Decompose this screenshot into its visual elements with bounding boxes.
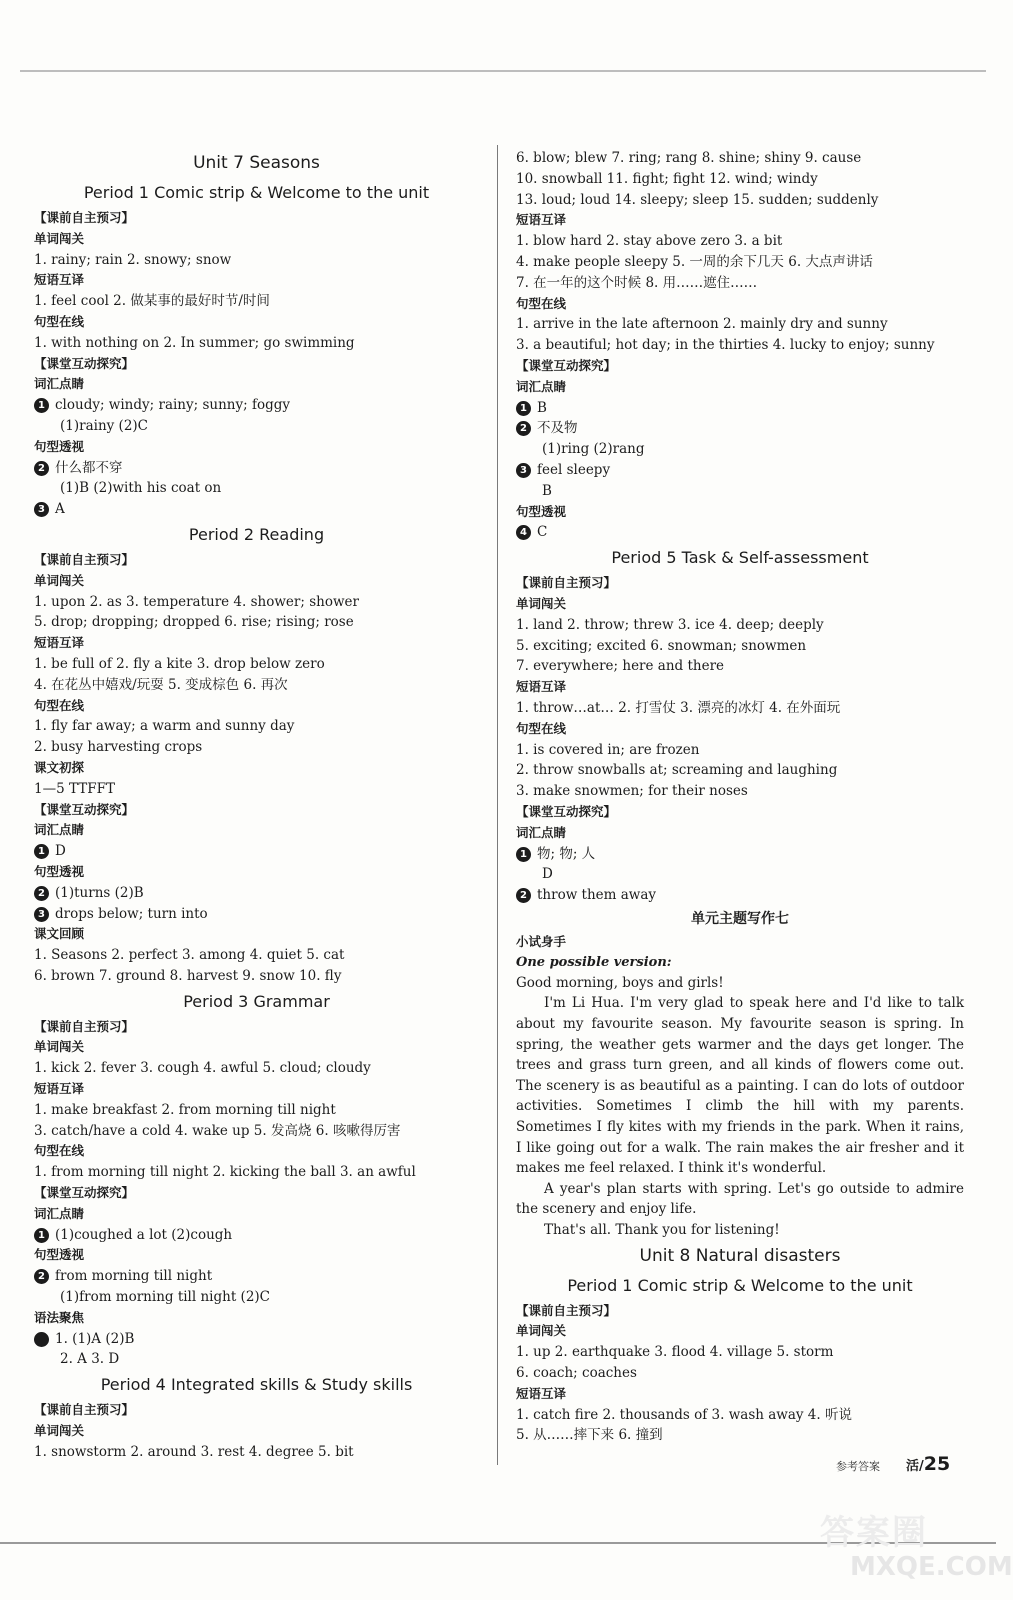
subsection-label: 单词闯关 <box>34 572 85 588</box>
answer-text: from morning till night <box>55 1268 213 1285</box>
answer-subline: (1)rainy (2)C <box>60 417 149 434</box>
subsection-label: 词汇点睛 <box>34 376 85 392</box>
answer-line: 1. feel cool 2. 做某事的最好时节/时间 <box>34 293 270 310</box>
answer-subline: (1)from morning till night (2)C <box>60 1289 271 1306</box>
subsection-label: 词汇点睛 <box>516 378 567 394</box>
answer-item <box>34 1266 479 1287</box>
answer-text: drops below; turn into <box>55 905 208 922</box>
answer-line: 13. loud; loud 14. sleepy; sleep 15. sudden; suddenly <box>516 191 879 208</box>
page-number <box>906 1453 950 1475</box>
number-badge-icon: 2 <box>516 888 531 903</box>
answer-item <box>34 458 479 479</box>
subsection-label: 小试身手 <box>516 933 567 949</box>
subsection-label: 句型在线 <box>516 295 567 311</box>
answer-item <box>516 522 964 543</box>
answer-item <box>34 841 479 862</box>
period-heading: Period 3 Grammar <box>183 991 330 1011</box>
subsection-label: 句型透视 <box>34 438 85 454</box>
answer-line: 6. brown 7. ground 8. harvest 9. snow 10. fly <box>34 967 342 984</box>
answer-subline: D <box>542 866 553 883</box>
answer-text: A <box>55 501 65 518</box>
answer-item <box>516 418 964 439</box>
answer-line: 3. catch/have a cold 4. wake up 5. 发高烧 6. 咳嗽得厉害 <box>34 1122 401 1139</box>
answer-line: 5. 从……摔下来 6. 撞到 <box>516 1427 663 1444</box>
answer-line: 1. Seasons 2. perfect 3. among 4. quiet 5. cat <box>34 947 345 964</box>
essay-paragraph: That's all. Thank you for listening! <box>544 1222 780 1239</box>
answer-item <box>34 1225 479 1246</box>
subsection-label: 课文初探 <box>34 759 85 775</box>
answer-line: 1. blow hard 2. stay above zero 3. a bit <box>516 233 783 250</box>
unit-title: Unit 8 Natural disasters <box>639 1245 841 1266</box>
answer-item <box>516 460 964 481</box>
subsection-label: 词汇点睛 <box>34 1205 85 1221</box>
answer-text: 物; 物; 人 <box>537 845 596 862</box>
writing-heading: 单元主题写作七 <box>691 910 789 927</box>
section-heading: 【课堂互动探究】 <box>516 357 617 373</box>
answer-line: 2. busy harvesting crops <box>34 739 203 756</box>
subsection-label: 短语互译 <box>34 272 85 288</box>
answer-line: 1. land 2. throw; threw 3. ice 4. deep; deeply <box>516 616 824 633</box>
answer-line: 1. throw…at… 2. 打雪仗 3. 漂亮的冰灯 4. 在外面玩 <box>516 699 841 716</box>
answer-line: 6. blow; blew 7. ring; rang 8. shine; shiny 9. cause <box>516 150 862 166</box>
subsection-label: 句型在线 <box>34 1143 85 1159</box>
section-heading: 【课前自主预习】 <box>516 1302 617 1318</box>
answer-line: 1. up 2. earthquake 3. flood 4. village 5. storm <box>516 1344 834 1361</box>
answer-line: 3. make snowmen; for their noses <box>516 783 748 800</box>
essay-paragraph: I'm Li Hua. I'm very glad to speak here and I'd like to talk about my favourite season. My favourite season is spring. In spring, the weather gets warmer and the days get longer. The trees and grass turn green, and all kinds of flowers come out. The scenery is as beautiful as a painting. I can do lots of outdoor activities. Sometimes I climb the hill with my parents. Sometimes I fly kites with my friends in the park. When it rains, I like going out for a walk. The rain makes the air fresher and it makes me feel relaxed. I think it's wonderful. <box>516 995 964 1177</box>
number-badge-icon: 1 <box>516 847 531 862</box>
answer-item <box>34 499 479 520</box>
answer-line: 7. 在一年的这个时候 8. 用……遮住…… <box>516 274 758 291</box>
section-heading: 【课堂互动探究】 <box>516 803 617 819</box>
answer-line: 1. catch fire 2. thousands of 3. wash away 4. 听说 <box>516 1406 852 1423</box>
answer-line: 7. everywhere; here and there <box>516 658 725 675</box>
answer-text: cloudy; windy; rainy; sunny; foggy <box>55 397 290 414</box>
answer-line: 1. is covered in; are frozen <box>516 741 700 758</box>
number-badge-icon: 3 <box>516 463 531 478</box>
answer-line: 1. rainy; rain 2. snowy; snow <box>34 251 232 268</box>
subsection-label: 短语互译 <box>34 635 85 651</box>
number-badge-icon: 2 <box>516 421 531 436</box>
answer-text: (1)turns (2)B <box>55 884 144 901</box>
period-heading: Period 5 Task & Self-assessment <box>611 548 869 568</box>
subsection-label: 单词闯关 <box>34 230 85 246</box>
period-heading: Period 1 Comic strip & Welcome to the unit <box>567 1275 913 1295</box>
subsection-label: 短语互译 <box>516 212 567 228</box>
answer-text: 不及物 <box>537 420 578 437</box>
answer-line: 4. 在花丛中嬉戏/玩耍 5. 变成棕色 6. 再次 <box>34 676 288 693</box>
subsection-label: 语法聚焦 <box>34 1309 85 1325</box>
number-badge-icon: 2 <box>34 886 49 901</box>
answer-line: 5. drop; dropping; dropped 6. rise; rising; rose <box>34 614 354 631</box>
number-badge-icon: 3 <box>34 502 49 517</box>
answer-text: B <box>537 399 547 416</box>
essay-body <box>516 993 964 1240</box>
number-badge-icon: 2 <box>34 461 49 476</box>
subsection-label: 句型在线 <box>34 313 85 329</box>
answer-line: 1. with nothing on 2. In summer; go swimming <box>34 334 355 351</box>
right-column <box>516 148 964 1446</box>
answer-line: 10. snowball 11. fight; fight 12. wind; windy <box>516 170 818 187</box>
answer-line: 1. arrive in the late afternoon 2. mainly dry and sunny <box>516 316 888 333</box>
answer-subline: (1)B (2)with his coat on <box>60 480 222 497</box>
answer-line: Good morning, boys and girls! <box>516 974 724 991</box>
section-heading: 【课堂互动探究】 <box>34 801 135 817</box>
section-heading: 【课前自主预习】 <box>516 575 617 591</box>
top-rule <box>20 70 986 72</box>
subsection-label: 词汇点睛 <box>34 822 85 838</box>
page-num-value: 25 <box>923 1453 951 1475</box>
page-prefix: 活/ <box>906 1459 924 1474</box>
answer-text: throw them away <box>537 887 657 904</box>
answer-subline: (1)ring (2)rang <box>542 441 645 458</box>
answer-line: 1. snowstorm 2. around 3. rest 4. degree 5. bit <box>34 1443 354 1460</box>
subsection-label: 短语互译 <box>34 1081 85 1097</box>
essay-paragraph: A year's plan starts with spring. Let's go outside to admire the scenery and enjoy life. <box>516 1180 964 1218</box>
answer-item <box>516 885 964 906</box>
number-badge-icon: 1 <box>34 398 49 413</box>
section-heading: 【课前自主预习】 <box>34 1402 135 1418</box>
subsection-label: 课文回顾 <box>34 926 85 942</box>
answer-line: 1. make breakfast 2. from morning till night <box>34 1101 336 1118</box>
section-heading: 【课前自主预习】 <box>34 551 135 567</box>
number-badge-icon: 3 <box>34 907 49 922</box>
subsection-label: 单词闯关 <box>516 595 567 611</box>
answer-subline: B <box>542 482 552 499</box>
answer-text: C <box>537 524 548 541</box>
watermark-logo: 答案圈 <box>820 1513 928 1553</box>
answer-line: 2. throw snowballs at; screaming and laughing <box>516 762 838 779</box>
number-badge-icon: 1 <box>34 844 49 859</box>
period-heading: Period 1 Comic strip & Welcome to the unit <box>83 183 430 202</box>
answer-line: 5. exciting; excited 6. snowman; snowmen <box>516 637 807 654</box>
answer-line: 1. kick 2. fever 3. cough 4. awful 5. cloud; cloudy <box>34 1060 371 1077</box>
column-divider <box>497 145 498 1465</box>
section-heading: 【课前自主预习】 <box>34 1018 135 1034</box>
subsection-label: 词汇点睛 <box>516 824 567 840</box>
subsection-label: 短语互译 <box>516 679 567 695</box>
number-badge-icon: 2 <box>34 1269 49 1284</box>
watermark-url: MXQE.COM <box>850 1552 1013 1582</box>
subsection-label: 单词闯关 <box>516 1323 567 1339</box>
answer-subline: 2. A 3. D <box>60 1351 120 1368</box>
answer-text: feel sleepy <box>537 461 611 478</box>
answer-item <box>34 883 479 904</box>
subsection-label: 单词闯关 <box>34 1423 85 1439</box>
number-badge-icon: 1 <box>516 401 531 416</box>
answer-line: 1. upon 2. as 3. temperature 4. shower; shower <box>34 593 359 610</box>
period-heading: Period 2 Reading <box>188 524 325 544</box>
subsection-label: 句型在线 <box>34 697 85 713</box>
section-heading: 【课堂互动探究】 <box>34 355 135 371</box>
answer-text: (1)coughed a lot (2)cough <box>55 1226 233 1243</box>
subsection-label: 句型透视 <box>34 1247 85 1263</box>
answer-item <box>516 844 964 865</box>
section-heading: 【课前自主预习】 <box>34 210 135 225</box>
period-heading: Period 4 Integrated skills & Study skills <box>100 1375 413 1395</box>
subsection-label: 单词闯关 <box>34 1039 85 1055</box>
answer-line: 1—5 TTFFT <box>34 780 115 797</box>
number-badge-icon <box>34 1332 49 1347</box>
answer-text: 什么都不穿 <box>55 459 123 476</box>
subsection-label: 句型透视 <box>34 863 85 879</box>
version-label: One possible version: <box>516 954 672 970</box>
footer-label: 参考答案 <box>836 1460 880 1473</box>
answer-line: 1. fly far away; a warm and sunny day <box>34 718 295 735</box>
subsection-label: 句型在线 <box>516 720 567 736</box>
left-column <box>34 148 479 1463</box>
unit-title: Unit 7 Seasons <box>193 153 320 173</box>
answer-text: 1. (1)A (2)B <box>55 1330 135 1347</box>
answer-line: 1. be full of 2. fly a kite 3. drop below zero <box>34 655 325 672</box>
answer-line: 1. from morning till night 2. kicking the ball 3. an awful <box>34 1164 416 1181</box>
subsection-label: 句型透视 <box>516 503 567 519</box>
subsection-label: 短语互译 <box>516 1385 567 1401</box>
answer-line: 3. a beautiful; hot day; in the thirties 4. lucky to enjoy; sunny <box>516 337 935 354</box>
answer-item <box>34 904 479 925</box>
section-heading: 【课堂互动探究】 <box>34 1185 135 1201</box>
answer-item <box>34 395 479 416</box>
answer-line: 6. coach; coaches <box>516 1365 637 1381</box>
number-badge-icon: 1 <box>34 1228 49 1243</box>
answer-line: 4. make people sleepy 5. 一周的余下几天 6. 大点声讲话 <box>516 253 873 270</box>
answer-text: D <box>55 843 66 860</box>
answer-item <box>516 398 964 419</box>
answer-item <box>34 1329 479 1350</box>
number-badge-icon: 4 <box>516 525 531 540</box>
